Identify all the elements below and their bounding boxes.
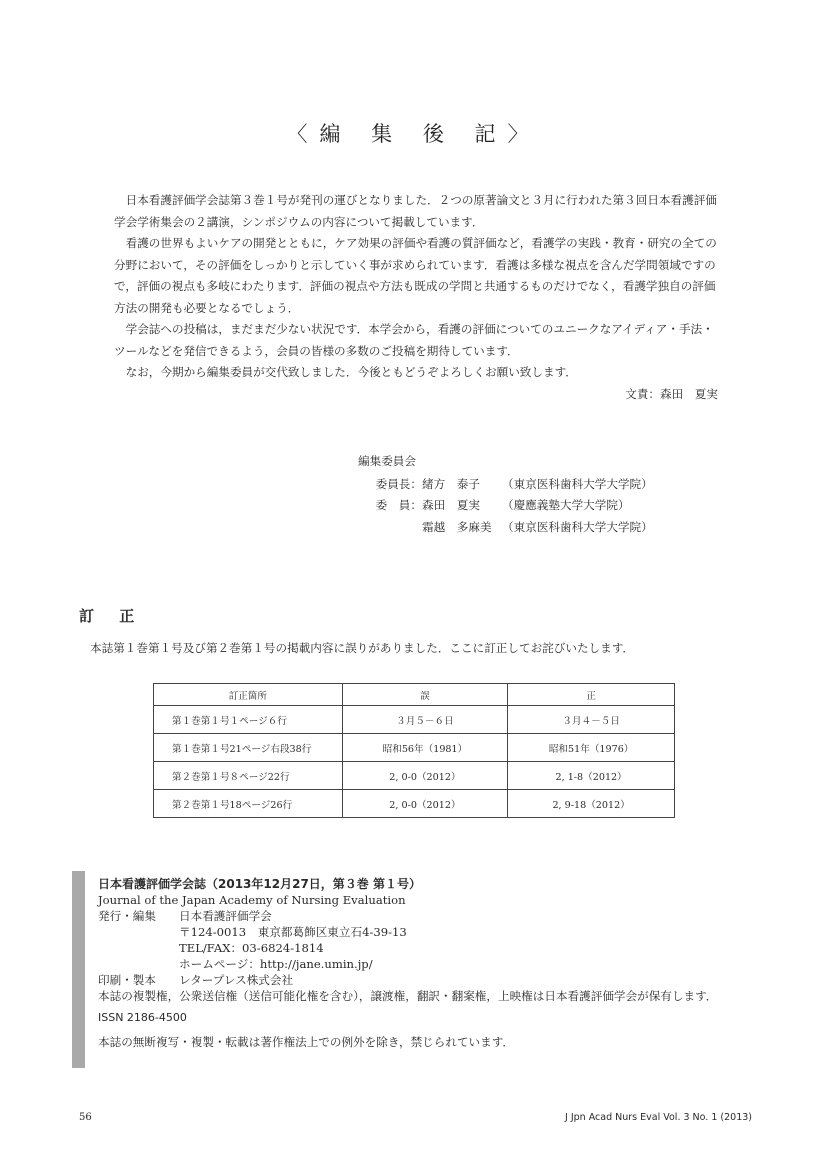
correction-intro: 本誌第１巻第１号及び第２巻第１号の掲載内容に誤りがありました．ここに訂正してお詫びいたします． xyxy=(90,641,634,655)
committee-member xyxy=(358,474,653,496)
address-row xyxy=(98,924,778,940)
page-number: 56 xyxy=(79,1112,92,1123)
table-row xyxy=(154,790,675,818)
column-header-wrong: 誤 xyxy=(342,684,508,706)
homepage-row xyxy=(98,956,778,972)
publisher-label: 発行・編集 xyxy=(98,909,156,923)
member-name: 霜越 多麻美 xyxy=(422,519,492,534)
cell-wrong: 2, 0-0（2012） xyxy=(342,762,508,790)
printer-name: レタープレス株式会社 xyxy=(179,973,294,987)
correction-table xyxy=(153,683,675,818)
cell-location: 第１巻第１号１ページ６行 xyxy=(154,706,343,734)
table-row xyxy=(154,706,675,734)
cell-correct: 2, 1-8（2012） xyxy=(508,762,675,790)
afterword-paragraph: 看護の世界もよいケアの開発とともに，ケア効果の評価や看護の質評価など，看護学の実践・教育・研究の全ての分野において，その評価をしっかりと示していく事が求められています．看護は多様な視点を含んだ学問領域ですので，評価の視点も多岐にわたります．評価の視点や方法も既成の学問と共通するものだけでなく，看護学独自の評価方法の開発も必要となるでしょう． xyxy=(114,236,717,315)
correction-title: 訂 正 xyxy=(79,607,145,625)
table-row xyxy=(154,734,675,762)
cell-wrong: ３月５－６日 xyxy=(342,706,508,734)
publisher-tel: TEL/FAX：03-6824-1814 xyxy=(179,941,324,955)
cell-wrong: 2, 0-0（2012） xyxy=(342,790,508,818)
printer-row xyxy=(98,972,778,988)
cell-correct: 2, 9-18（2012） xyxy=(508,790,675,818)
publisher-row xyxy=(98,908,778,924)
cell-correct: 昭和51年（1976） xyxy=(508,734,675,762)
member-affiliation: （慶應義塾大学大学院） xyxy=(502,498,630,512)
committee-heading: 編集委員会 xyxy=(358,454,416,468)
cell-location: 第２巻第１号８ページ22行 xyxy=(154,762,343,790)
afterword-paragraph: 学会誌への投稿は，まだまだ少ない状況です．本学会から，看護の評価についてのユニークなアイディア・手法・ツールなどを発信できるよう，会員の皆様の多数のご投稿を期待しています． xyxy=(114,322,714,358)
afterword-author: 文責：森田 夏実 xyxy=(625,386,718,401)
afterword-paragraph: なお，今期から編集委員が交代致しました．今後ともどうぞよろしくお願い致します． xyxy=(125,365,577,379)
committee-member xyxy=(358,517,653,539)
publisher-name: 日本看護評価学会 xyxy=(179,909,272,923)
journal-citation: J Jpn Acad Nurs Eval Vol. 3 No. 1 (2013) xyxy=(565,1112,752,1123)
page-title: 〈編 集 後 記〉 xyxy=(286,122,541,146)
member-affiliation: （東京医科歯科大学大学院） xyxy=(502,519,653,534)
cell-location: 第２巻第１号18ページ26行 xyxy=(154,790,343,818)
member-name: 緒方 泰子 xyxy=(422,476,480,491)
column-header-location: 訂正箇所 xyxy=(154,684,343,706)
cell-correct: ３月４－５日 xyxy=(508,706,675,734)
table-header-row xyxy=(154,684,675,706)
copyright-statement: 本誌の複製権，公衆送信権（送信可能化権を含む），譲渡権，翻訳・翻案権，上映権は日本看護評価学会が保有します． xyxy=(98,989,718,1003)
reproduction-notice: 本誌の無断複写・複製・転載は著作権法上での例外を除き，禁じられています． xyxy=(98,1035,514,1049)
journal-name: 日本看護評価学会誌（2013年12月27日，第３巻 第１号） xyxy=(98,877,421,891)
table-row xyxy=(154,762,675,790)
printer-label: 印刷・製本 xyxy=(98,973,156,987)
member-role: 委員長： xyxy=(375,476,422,491)
issn: ISSN 2186-4500 xyxy=(98,1011,187,1024)
afterword-paragraph: 日本看護評価学会誌第３巻１号が発刊の運びとなりました．２つの原著論文と３月に行われた第３回日本看護評価学会学術集会の２講演，シンポジウムの内容について掲載しています． xyxy=(114,193,717,229)
member-role: 委 員： xyxy=(375,498,422,512)
cell-location: 第１巻第１号21ページ右段38行 xyxy=(154,734,343,762)
member-role xyxy=(358,517,422,539)
journal-english-name: Journal of the Japan Academy of Nursing Evaluation xyxy=(98,893,406,907)
editorial-committee xyxy=(358,451,653,538)
publisher-address: 〒124-0013 東京都葛飾区東立石4-39-13 xyxy=(179,925,407,939)
column-header-correct: 正 xyxy=(508,684,675,706)
member-name: 森田 夏実 xyxy=(422,498,480,512)
cell-wrong: 昭和56年（1981） xyxy=(342,734,508,762)
member-affiliation: （東京医科歯科大学大学院） xyxy=(502,476,653,491)
tel-row xyxy=(98,940,778,956)
publisher-homepage: ホームページ：http://jane.umin.jp/ xyxy=(179,957,373,971)
colophon-box xyxy=(72,871,775,1068)
committee-member xyxy=(358,495,653,517)
afterword-body xyxy=(114,190,718,405)
